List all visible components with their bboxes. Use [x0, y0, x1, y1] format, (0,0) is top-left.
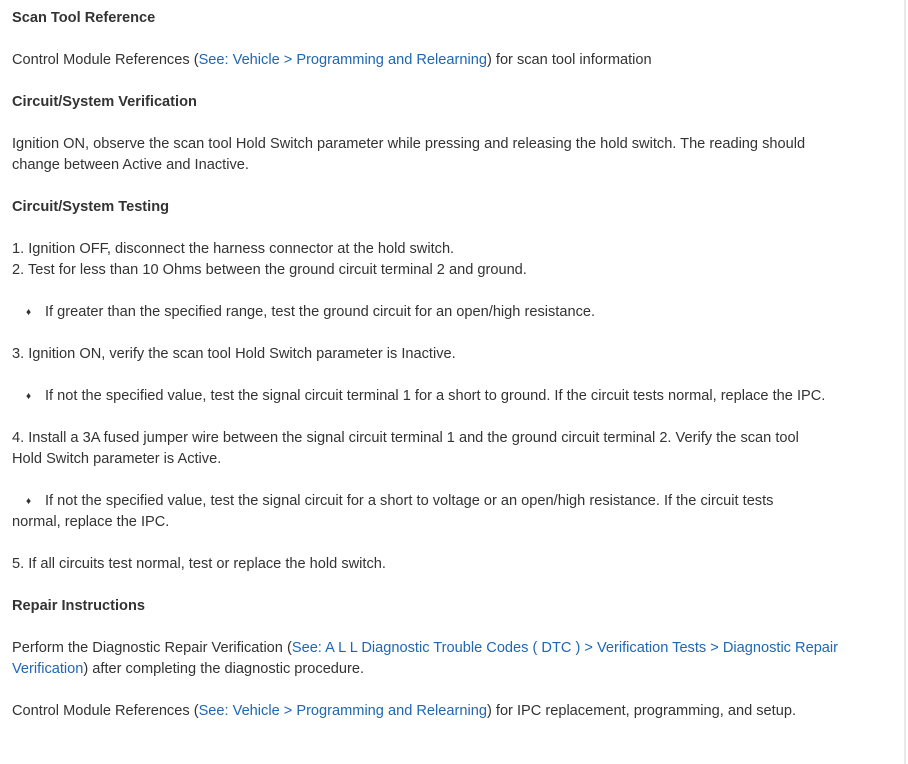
diagnostic-repair-verification-link-continued[interactable]: Verification — [12, 661, 84, 677]
testing-step-4-line-2: Hold Switch parameter is Active. — [12, 451, 222, 467]
page-right-border — [904, 0, 906, 764]
text-segment: Perform the Diagnostic Repair Verification ( — [12, 640, 292, 656]
testing-step-3-bullet — [12, 386, 825, 407]
repair-paragraph-1-line-1 — [12, 638, 838, 659]
testing-step-4-bullet-line-2: normal, replace the IPC. — [12, 514, 170, 530]
testing-step-3: 3. Ignition ON, verify the scan tool Hold Switch parameter is Inactive. — [12, 346, 456, 362]
testing-step-4-line-1: 4. Install a 3A fused jumper wire between the signal circuit terminal 1 and the ground circuit terminal 2. Verify the scan tool — [12, 430, 799, 446]
diamond-bullet-icon: ♦ — [26, 496, 32, 507]
testing-step-2: 2. Test for less than 10 Ohms between the ground circuit terminal 2 and ground. — [12, 262, 527, 278]
repair-paragraph-2 — [12, 701, 796, 722]
text-segment: ) after completing the diagnostic procedure. — [83, 661, 365, 677]
text-segment: ) for IPC replacement, programming, and setup. — [486, 703, 797, 719]
text-segment: Control Module References ( — [12, 703, 199, 719]
repair-paragraph-1-line-2 — [12, 659, 364, 680]
testing-step-2-bullet — [12, 302, 595, 323]
scan-tool-reference-paragraph — [12, 50, 652, 71]
heading-scan-tool-reference: Scan Tool Reference — [12, 10, 156, 26]
verification-text-line-2: change between Active and Inactive. — [12, 157, 249, 173]
programming-relearning-link-2[interactable]: See: Vehicle > Programming and Relearning — [198, 703, 487, 719]
text-segment: ) for scan tool information — [486, 52, 652, 68]
bullet-text: If not the specified value, test the signal circuit for a short to voltage or an open/high resistance. If the circuit tests — [45, 493, 774, 509]
programming-relearning-link[interactable]: See: Vehicle > Programming and Relearning — [198, 52, 487, 68]
diamond-bullet-icon: ♦ — [26, 391, 32, 402]
testing-step-5: 5. If all circuits test normal, test or replace the hold switch. — [12, 556, 386, 572]
testing-step-1: 1. Ignition OFF, disconnect the harness connector at the hold switch. — [12, 241, 455, 257]
heading-repair-instructions: Repair Instructions — [12, 598, 145, 614]
heading-circuit-system-testing: Circuit/System Testing — [12, 199, 170, 215]
bullet-text: If greater than the specified range, test the ground circuit for an open/high resistance. — [45, 304, 596, 320]
heading-circuit-system-verification: Circuit/System Verification — [12, 94, 197, 110]
testing-step-4-bullet-line-1 — [12, 491, 773, 512]
diamond-bullet-icon: ♦ — [26, 307, 32, 318]
verification-text-line-1: Ignition ON, observe the scan tool Hold Switch parameter while pressing and releasing the hold switch. The reading should — [12, 136, 806, 152]
text-segment: Control Module References ( — [12, 52, 199, 68]
bullet-text: If not the specified value, test the signal circuit terminal 1 for a short to ground. If the circuit tests normal, replace the IPC. — [45, 388, 826, 404]
diagnostic-repair-verification-link[interactable]: See: A L L Diagnostic Trouble Codes ( DTC ) > Verification Tests > Diagnostic Repair — [291, 640, 839, 656]
